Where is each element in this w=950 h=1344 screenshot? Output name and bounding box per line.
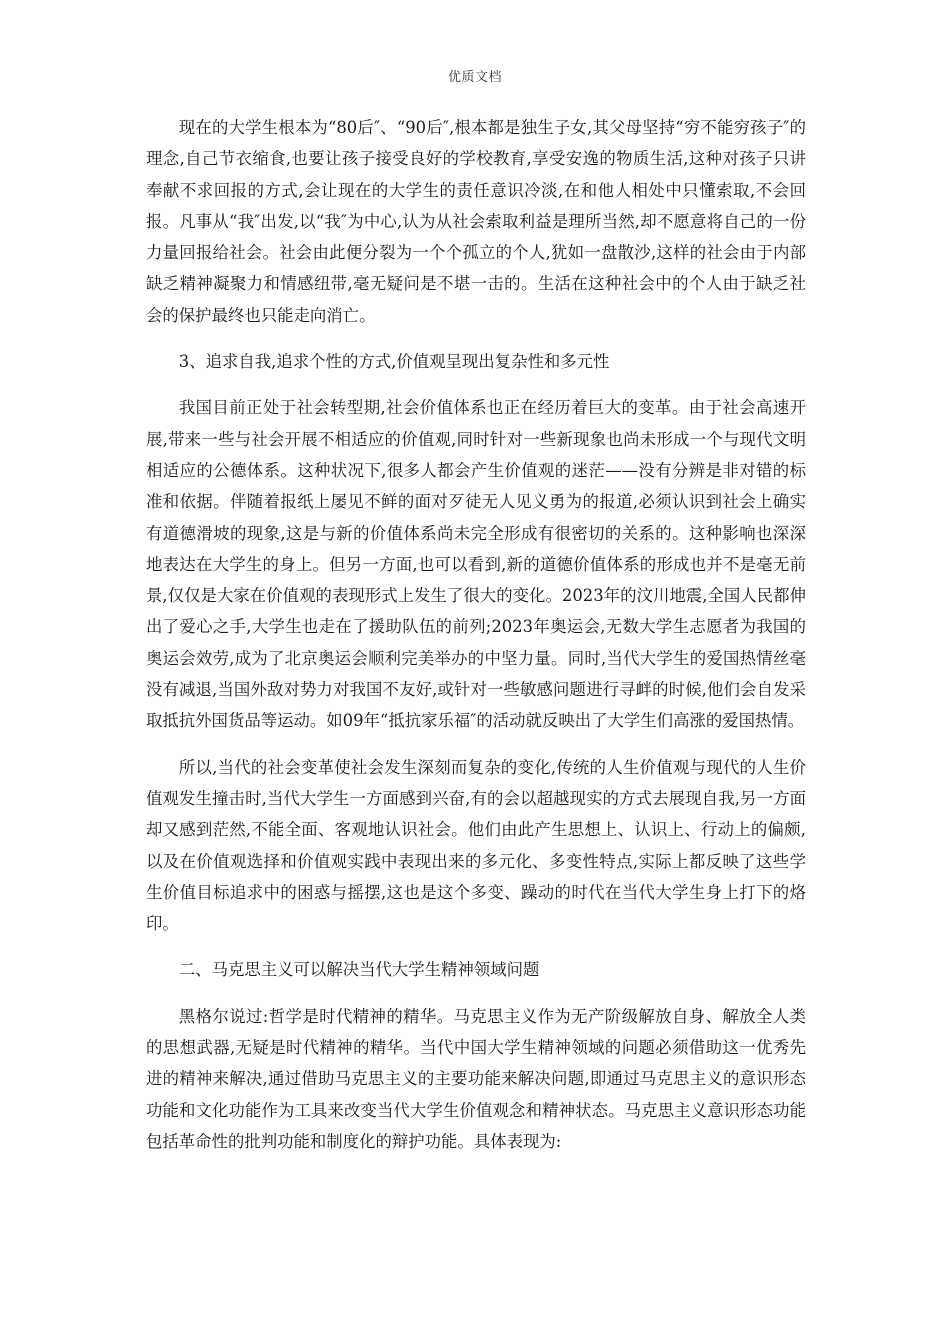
section-heading-marxism: 二、马克思主义可以解决当代大学生精神领域问题 xyxy=(178,960,540,980)
paragraph-summary: 所以,当代的社会变革使社会发生深刻而复杂的变化,传统的人生价值观与现代的人生价值观发生撞击时,当代大学生一方面感到兴奋,有的会以超越现实的方式去展现自我,另一方面却又感到茫然,不能全面、客观地认识社会。他们由此产生思想上、认识上、行动上的偏颇,以及在价值观选择和价值观实践中表现出来的多元化、多变性特点,实际上都反映了这些学生价值目标追求中的困惑与摇摆,这也是这个多变、躁动的时代在当代大学生身上打下的烙印。 xyxy=(146,757,806,934)
paragraph-only-child-generation: 现在的大学生根本为“80后″、“90后″,根本都是独生子女,其父母坚持“穷不能穷孩子″的理念,自己节衣缩食,也要让孩子接受良好的学校教育,享受安逸的物质生活,这种对孩子只讲奉献不求回报的方式,会让现在的大学生的责任意识冷淡,在和他人相处中只懂索取,不会回报。凡事从“我″出发,以“我″为中心,认为从社会索取利益是理所当然,却不愿意将自己的一份力量回报给社会。社会由此便分裂为一个个孤立的个人,犹如一盘散沙,这样的社会由于内部缺乏精神凝聚力和情感纽带,毫无疑问是不堪一击的。生活在这种社会中的个人由于缺乏社会的保护最终也只能走向消亡。 xyxy=(146,118,806,325)
paragraph-social-transition: 我国目前正处于社会转型期,社会价值体系也正在经历着巨大的变革。由于社会高速开展,带来一些与社会开展不相适应的价值观,同时针对一些新现象也尚未形成一个与现代文明相适应的公德体系。这种状况下,很多人都会产生价值观的迷茫——没有分辨是非对错的标准和依据。伴随着报纸上屡见不鲜的面对歹徒无人见义勇为的报道,必须认识到社会上确实有道德滑坡的现象,这是与新的价值体系尚未完全形成有很密切的关系的。这种影响也深深地表达在大学生的身上。但另一方面,也可以看到,新的道德价值体系的形成也并不是毫无前景,仅仅是大家在价值观的表现形式上发生了很大的变化。2023年的汶川地震,全国人民都伸出了爱心之手,大学生也走在了援助队伍的前列;2023年奥运会,无数大学生志愿者为我国的奥运会效劳,成为了北京奥运会顺利完美举办的中坚力量。同时,当代大学生的爱国热情丝毫没有减退,当国外敌对势力对我国不友好,或针对一些敏感问题进行寻衅的时候,他们会自发采取抵抗外国货品等运动。如09年“抵抗家乐福″的活动就反映出了大学生们高涨的爱国热情。 xyxy=(146,398,806,731)
section-heading-values-diversity: 3、追求自我,追求个性的方式,价值观呈现出复杂性和多元性 xyxy=(178,352,610,372)
document-body xyxy=(146,112,806,1172)
paragraph-hegel-marxism: 黑格尔说过:哲学是时代精神的精华。马克思主义作为无产阶级解放自身、解放全人类的思想武器,无疑是时代精神的精华。当代中国大学生精神领域的问题必须借助这一优秀先进的精神来解决,通过借助马克思主义的主要功能来解决问题,即通过马克思主义的意识形态功能和文化功能作为工具来改变当代大学生价值观念和精神状态。马克思主义意识形态功能包括革命性的批判功能和制度化的辩护功能。具体表现为: xyxy=(146,1006,806,1151)
page-header: 优质文档 xyxy=(447,70,502,85)
